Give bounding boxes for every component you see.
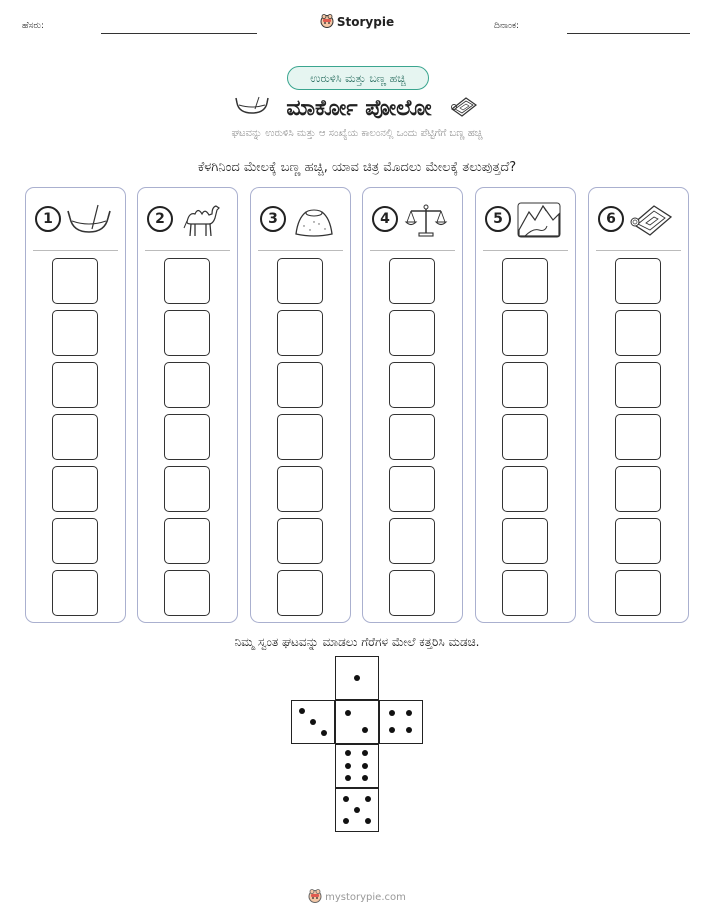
color-box[interactable] [164,310,210,356]
column-number: 1 [35,206,61,232]
column-5 [475,187,576,623]
die-pip [362,727,368,733]
die-pip [389,727,395,733]
color-box[interactable] [389,518,435,564]
column-header [260,202,344,238]
scales-icon [404,202,448,238]
die-face-2 [335,700,379,744]
date-line [567,33,690,34]
die-pip [321,730,327,736]
die-face-5 [335,788,379,832]
die-pip [343,818,349,824]
volcano-icon [292,202,336,238]
color-box[interactable] [164,570,210,616]
die-face-3 [291,700,335,744]
die-pip [406,710,412,716]
page-title-row [0,95,714,123]
gondola-icon [67,202,111,238]
color-box[interactable] [164,466,210,512]
die-pip [345,750,351,756]
color-box[interactable] [389,362,435,408]
column-3 [250,187,351,623]
die-pip [345,775,351,781]
activity-type-pill: ಉರುಳಿಸಿ ಮತ್ತು ಬಣ್ಣ ಹಚ್ಚಿ [287,66,429,90]
dice-instruction: ನಿಮ್ಮ ಸ್ವಂತ ಘಟವನ್ನು ಮಾಡಲು ಗೆರೆಗಳ ಮೇಲೆ ಕತ್ತರಿಸಿ ಮಡಚಿ. [234,635,480,649]
column-6 [588,187,689,623]
page-title: ಮಾರ್ಕೋ ಪೋಲೋ [286,96,432,121]
column-number: 2 [147,206,173,232]
column-number: 5 [485,206,511,232]
die-pip [362,750,368,756]
color-box[interactable] [52,466,98,512]
column-divider [596,250,681,251]
color-box[interactable] [52,310,98,356]
color-box[interactable] [389,310,435,356]
carpet-icon [449,95,479,123]
camel-icon [179,202,223,238]
color-box[interactable] [52,362,98,408]
column-number: 4 [372,206,398,232]
die-pip [365,818,371,824]
color-box[interactable] [277,362,323,408]
die-pip [345,763,351,769]
color-box[interactable] [389,570,435,616]
storypie-mascot-icon [308,889,322,906]
column-header [147,202,231,238]
date-label: ದಿನಾಂಕ: [494,21,520,31]
column-divider [483,250,568,251]
color-box[interactable] [615,310,661,356]
color-box[interactable] [502,570,548,616]
color-box[interactable] [277,466,323,512]
page-subtitle: ಘಟವನ್ನು ಉರುಳಿಸಿ ಮತ್ತು ಆ ಸಂಖ್ಯೆಯ ಕಾಲಂನಲ್ಲಿ ಒಂದು ಪೆಟ್ಟಿಗೆಗೆ ಬಣ್ಣ ಹಚ್ಚಿ [231,128,483,139]
name-line [101,33,257,34]
column-2 [137,187,238,623]
color-box[interactable] [277,258,323,304]
color-box[interactable] [389,258,435,304]
game-question: ಕೆಳಗಿನಿಂದ ಮೇಲಕ್ಕೆ ಬಣ್ಣ ಹಚ್ಚಿ, ಯಾವ ಚಿತ್ರ ಮೊದಲು ಮೇಲಕ್ಕೆ ತಲುಪುತ್ತದೆ? [197,160,517,175]
color-box[interactable] [52,570,98,616]
color-box[interactable] [502,466,548,512]
die-pip [345,710,351,716]
column-divider [370,250,455,251]
die-pip [365,796,371,802]
column-header [372,202,456,238]
column-1 [25,187,126,623]
color-box[interactable] [615,570,661,616]
die-face-4 [379,700,423,744]
color-box[interactable] [389,466,435,512]
die-face-6 [335,744,379,788]
footer-url: mystorypie.com [325,892,406,903]
footer [0,889,714,906]
column-number: 6 [598,206,624,232]
column-4 [362,187,463,623]
column-divider [33,250,118,251]
color-box[interactable] [52,258,98,304]
color-box[interactable] [502,362,548,408]
color-box[interactable] [277,518,323,564]
die-pip [354,807,360,813]
die-pip [389,710,395,716]
color-box[interactable] [164,518,210,564]
color-box[interactable] [52,518,98,564]
color-box[interactable] [52,414,98,460]
column-divider [258,250,343,251]
color-box[interactable] [164,414,210,460]
storypie-mascot-icon [320,14,334,28]
die-pip [354,675,360,681]
color-box[interactable] [615,466,661,512]
die-pip [362,763,368,769]
brand-name: Storypie [336,15,395,29]
die-pip [299,708,305,714]
color-box[interactable] [277,414,323,460]
carpet-icon [630,202,674,238]
color-box[interactable] [164,258,210,304]
column-divider [145,250,230,251]
color-box[interactable] [389,414,435,460]
color-box[interactable] [502,518,548,564]
color-box[interactable] [502,258,548,304]
die-face-1 [335,656,379,700]
gondola-icon [235,95,269,123]
brand-logo [0,14,714,29]
die-pip [310,719,316,725]
color-box[interactable] [615,414,661,460]
die-pip [343,796,349,802]
die-pip [406,727,412,733]
name-label: ಹೆಸರು: [22,21,45,31]
color-box[interactable] [615,258,661,304]
color-box[interactable] [164,362,210,408]
mountains-icon [517,202,561,238]
color-box[interactable] [277,310,323,356]
column-header [485,202,569,238]
column-number: 3 [260,206,286,232]
column-header [35,202,119,238]
color-box[interactable] [277,570,323,616]
color-box[interactable] [615,362,661,408]
die-pip [362,775,368,781]
color-box[interactable] [502,414,548,460]
color-box[interactable] [502,310,548,356]
color-box[interactable] [615,518,661,564]
column-header [598,202,682,238]
